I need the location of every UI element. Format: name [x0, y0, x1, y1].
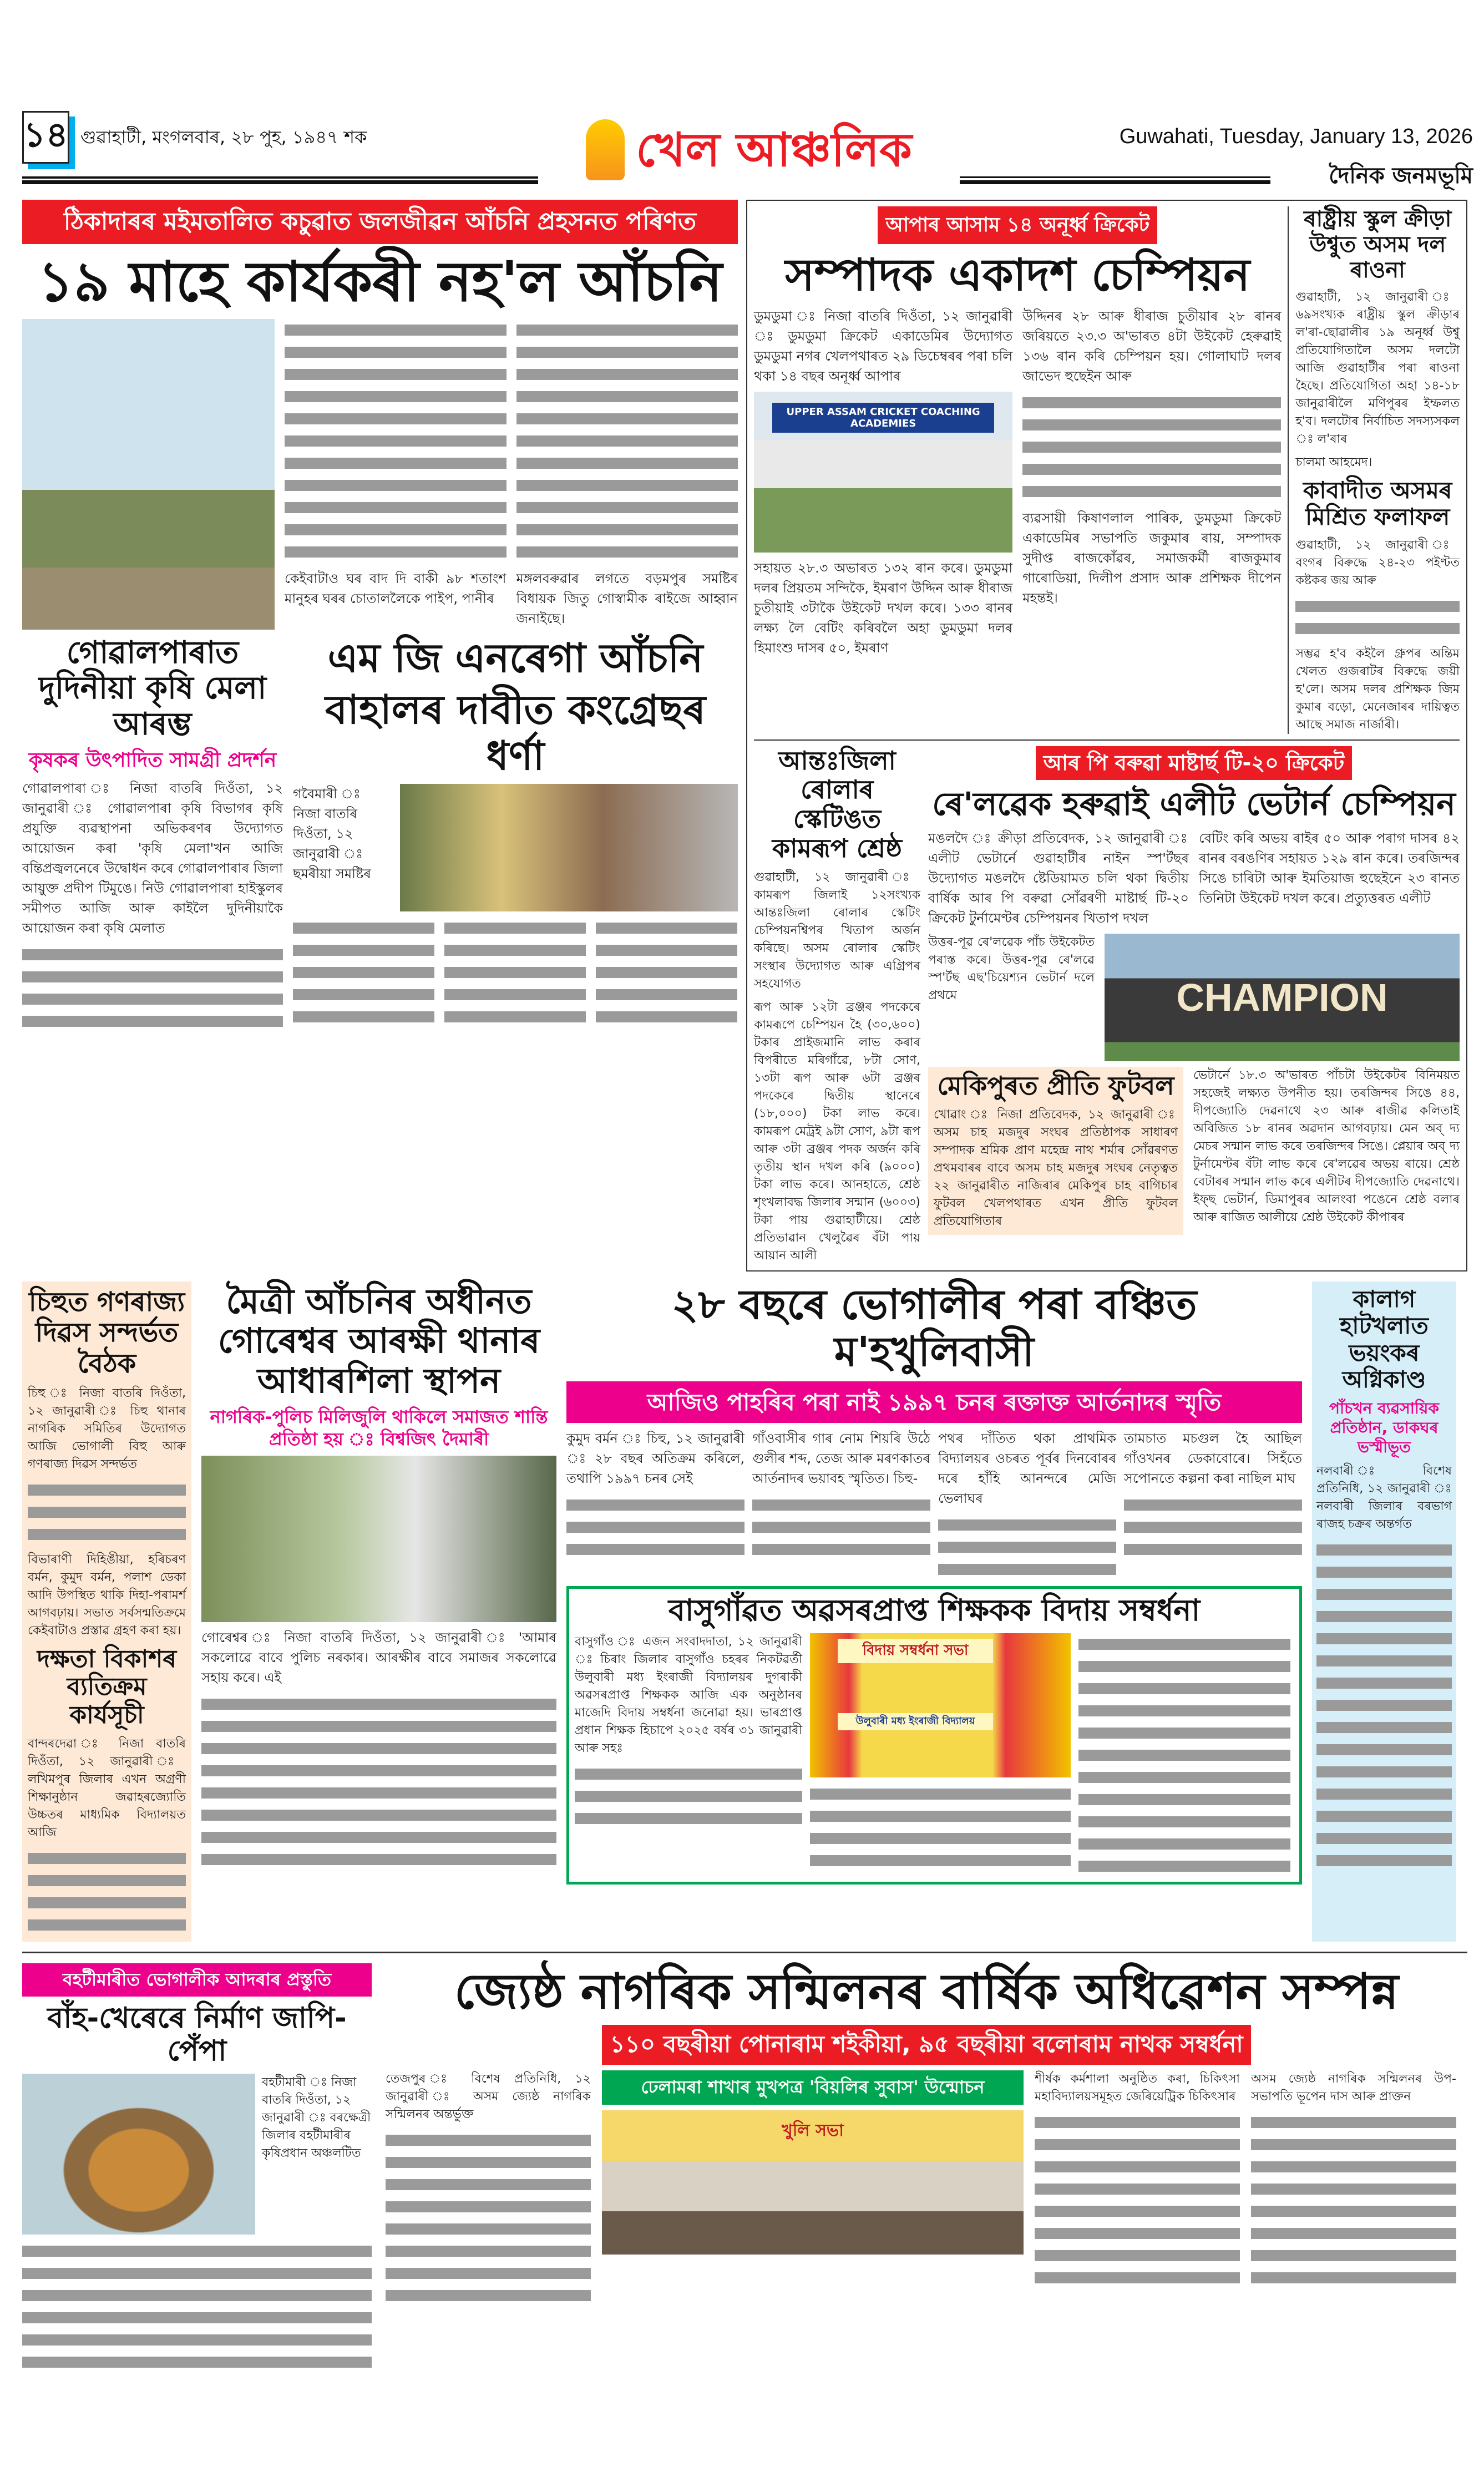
kalag-box [1312, 1281, 1456, 1941]
left-column [22, 200, 738, 1032]
article-text: কেইবাটাও ঘৰ বাদ দি বাকী ৯৮ শতাংশ মানুহৰ ঘৰৰ চোতাললৈকে পাইপ, পানীৰ [285, 571, 507, 606]
mgnrega-body [293, 784, 738, 911]
article-text [201, 1693, 556, 1871]
article-text [566, 1494, 744, 1561]
article-text: সম্ভৱ হ'ব কইলৈ গ্ৰুপৰ অন্তিম খেলত গুজৰাটৰ বিৰুদ্ধে জয়ী হ'লে। অসম দলৰ প্ৰশিক্ষক জিম কুমাৰ বড়ো, মেনেজাৰৰ দায়িত্বত আছে সমাজ নাৰ্জাৰী। [1295, 646, 1460, 732]
water-tower-photo [22, 319, 275, 630]
article-text: তেজপুৰ ঃ বিশেষ প্ৰতিনিধি, ১২ জানুৱাৰী ঃ অসম জ্যেষ্ঠ নাগৰিক সন্মিলনৰ অন্তৰ্ভুক্ত [386, 2071, 591, 2121]
kicker-wrap [754, 206, 1281, 244]
headline: গোৱালপাৰাত দুদিনীয়া কৃষি মেলা আৰম্ভ [38, 635, 267, 742]
kicker-wrap [928, 746, 1460, 781]
article-text: গুৱাহাটী, ১২ জানুৱাৰী ঃ ৬৯সংখ্যক ৰাষ্ট্ৰীয় স্কুল ক্ৰীড়াৰ ল'ৰা-ছোৱালীৰ ১৯ অনূৰ্ধ্ব উশ্বু প্ৰতিযোগিতালৈ অসম দলটো আজি গুৱাহাটীৰ পৰা ৰাওনা হৈছে। প্ৰতিযোগিতা অহা ১৪-১৮ জানুৱাৰীলৈ মণিপুৰৰ ইম্ফলত হ'ব। দলটোৰ নিৰ্বাচিত সদস্যসকল ঃ ল'ৰাৰ [1295, 290, 1460, 446]
kicker-wrap [386, 2025, 1467, 2065]
subhead: নাগৰিক-পুলিচ মিলিজুলি থাকিলে সমাজত শান্তি প্ৰতিষ্ঠা হয় ঃ বিশ্বজিৎ দৈমাৰী [210, 1406, 548, 1450]
krishi-mela-article [22, 635, 283, 1032]
article-text: মঙ্গলবৰুৱাৰ লগতে বড়মপুৰ সমষ্টিৰ বিধায়ক জিতু গোস্বামীক ৰাইজে আহ্বান জনাইছে। [516, 571, 738, 626]
text-column [516, 319, 738, 629]
photo-column [602, 2070, 1024, 2255]
headline: এম জি এনৰেগা আঁচনি [327, 635, 703, 681]
section-divider [754, 739, 1460, 741]
article-text: শীৰ্ষক কৰ্মশালা অনুষ্ঠিত কৰা, চিকিৎসা মহাবিদ্যালয়সমূহত জেৰিয়েট্ৰিক চিকিৎসাৰ [1035, 2071, 1240, 2104]
text-column [1022, 306, 1281, 608]
article-text [386, 2129, 591, 2307]
article-text: বহটীমাৰী ঃ নিজা বাতৰি দিওঁতা, ১২ জানুৱাৰী ঃ বৰক্ষেত্ৰী জিলাৰ বহটীমাৰীৰ কৃষিপ্ৰধান অঞ্চলটিত [262, 2075, 371, 2161]
headline: বাহালৰ দাবীত কংগ্ৰেছৰ ধৰ্ণা [325, 686, 706, 779]
headline: ২৮ বছৰে ভোগালীৰ পৰা বঞ্চিত ম'হখুলিবাসী [671, 1281, 1197, 1376]
mgnrega-columns [293, 917, 738, 1028]
section-logo-text: খেল আঞ্চলিক [636, 122, 912, 177]
article-text: বাসুগাঁও ঃ এজন সংবাদদাতা, ১২ জানুৱাৰী ঃ চিৰাং জিলাৰ বাসুগাঁও চহৰৰ নিকটৱৰ্তী উলুবাৰী মধ্য ইংৰাজী বিদ্যালয়ৰ দুগৰাকী অৱসৰপ্ৰাপ্ত শিক্ষকক আজি এক অনুষ্ঠানৰ মাজেদি বিদায় সম্বৰ্ধনা জনোৱা হয়। ভাৰপ্ৰাপ্ত প্ৰধান শিক্ষক হিচাপে ২০২৫ বৰ্ষৰ ৩১ জানুৱাৰী আৰু সহঃ [575, 1635, 802, 1756]
text-column [1035, 2070, 1240, 2289]
article-text: চালমা আহমেদ। [1295, 455, 1372, 469]
sports-top [754, 206, 1460, 734]
champion-banner-text: CHAMPION [1176, 975, 1388, 1019]
cricket-team-photo [754, 392, 1012, 553]
article-text [22, 944, 283, 1032]
headline: ৰাষ্ট্ৰীয় স্কুল ক্ৰীড়া উশ্বুত অসম দল ৰাওনা [1304, 206, 1452, 283]
maitri-article [201, 1281, 556, 1871]
text-column [566, 1428, 744, 1561]
meeting-photo [602, 2110, 1024, 2255]
article-text: ডুমডুমা ঃ নিজা বাতৰি দিওঁতা, ১২ জানুৱাৰী ঃ ডুমডুমা ক্ৰিকেট একাডেমিৰ উদ্যোগত ডুমডুমা নগৰ খেলপথাৰত ২৯ ডিচেম্বৰৰ পৰা চলি থকা ১৪ বছৰ অনূৰ্ধ্ব আপাৰ [754, 308, 1013, 384]
header-rule [960, 176, 1270, 184]
headline: দক্ষতা বিকাশৰ ব্যতিক্ৰম কাৰ্যসূচী [37, 1644, 177, 1729]
bahtimari-article [22, 1963, 372, 2374]
article-text: চিহু ঃ নিজা বাতৰি দিওঁতা, ১২ জানুৱাৰী ঃ চিহু থানাৰ নাগৰিক সমিতিৰ উদ্যোগত আজি ভোগালী বিহু আৰু গণৰাজ্য দিৱস সন্দৰ্ভত [28, 1386, 186, 1471]
roller-skating-article [754, 746, 920, 1265]
article-text [1022, 392, 1281, 503]
runner-icon [586, 119, 625, 180]
foundation-stone-photo [201, 1456, 556, 1622]
article-text: ভেটাৰ্নে ১৮.৩ অ'ভাৰত পাঁচটা উইকেটৰ বিনিময়ত সহজেই লক্ষ্যত উপনীত হয়। তৰজিন্দৰ সিঙে ৪৪, দীপজ্যোতি দেৱনাথে ২৩ আৰু ৰাজীৱ কলিতাই অবিজিত ১৮ ৰানৰ অৱদান আগবঢ়ায়। মেন অব্ দ্য মেচৰ সন্মান লাভ কৰে তৰজিন্দৰ সিঙে। প্লেয়াৰ অব্ দ্য টুৰ্নামেণ্টৰ বঁটা লাভ কৰে ৰে'লৱেৰ অভয় ৰায়ে। শ্ৰেষ্ঠ বেটাৰৰ সন্মান লাভ কৰে এলীটৰ দীপজ্যোতি দেৱনাথে। ইফ্ছ ভেটাৰ্ন, ডিমাপুৰৰ আলংবা পঙেনে শ্ৰেষ্ঠ বলাৰ আৰু ৰাজিত আলীয়ে শ্ৰেষ্ঠ উইকেট কীপাৰৰ [1193, 1068, 1460, 1224]
article-text: নলবাৰী ঃ বিশেষ প্ৰতিনিধি, ১২ জানুৱাৰী ঃ নলবাৰী জিলাৰ বৰভাগ ৰাজহ চক্ৰৰ অন্তৰ্গত [1316, 1464, 1452, 1532]
article-text: উত্তৰ-পূৱ ৰে'লৱেক পাঁচ উইকেটত পৰাস্ত কৰে। উত্তৰ-পূৱ ৰে'লৱে স্প'ৰ্টছ এছ'চিয়েশ্যন ভেটাৰ্ন দলে প্ৰথমে [928, 935, 1095, 1002]
date-assamese: গুৱাহাটী, মংগলবাৰ, ২৮ পুহ, ১৯৪৭ শক [80, 126, 367, 148]
text-column [575, 1633, 802, 1830]
text-column [752, 1428, 930, 1561]
article-text: গাঁওবাসীৰ গাৰ নোম শিয়ৰি উঠে গুলীৰ শব্দ, তেজ আৰু মৰণকাতৰ আৰ্তনাদৰ ভয়াবহ স্মৃতিত। চিহু- [752, 1431, 930, 1487]
headline: চিহুত গণৰাজ্য দিৱস সন্দৰ্ভত বৈঠক [28, 1286, 185, 1379]
kicker-banner: ঠিকাদাৰৰ মইমতালিত কচুৱাত জলজীৱন আঁচনি প্ৰহসনত পৰিণত [22, 200, 738, 244]
article-text: গোৱালপাৰা ঃ নিজা বাতৰি দিওঁতা, ১২ জানুৱাৰী ঃ গোৱালপাৰা কৃষি বিভাগৰ কৃষি প্ৰযুক্তি ব্যৱস্থাপনা অভিকৰণৰ উদ্যোগত আয়োজন কৰা 'কৃষি মেলা'খন আজি বন্তিপ্ৰজ্বলনেৰে উদ্বোধন কৰে গোৱালপাৰাৰ জিলা আয়ুক্ত প্ৰদীপ টিমুঙে। নিউ গোৱালপাৰা হাইস্কুলৰ সমীপত আজি আৰু কাইলৈ দুদিনীয়াকৈ আয়োজন কৰা কৃষি মেলাত [22, 781, 283, 936]
article-text [22, 2240, 372, 2373]
article-text: অসম জ্যেষ্ঠ নাগৰিক সন্মিলনৰ উপ-সভাপতি ভূপেন দাস আৰু প্ৰাক্তন [1251, 2071, 1456, 2104]
text-column [1251, 2070, 1456, 2289]
article-text [596, 917, 737, 1028]
headline: মেকিপুৰত প্ৰীতি ফুটবল [937, 1070, 1174, 1101]
headline: কালাগ হাটখলাত ভয়ংকৰ অগ্নিকাণ্ড [1340, 1285, 1429, 1394]
subhead-banner: ঢেলামৰা শাখাৰ মুখপত্ৰ 'বিয়লিৰ সুবাস' উন্মোচন [602, 2070, 1024, 2105]
top-section [22, 200, 1467, 1272]
headline: ৰে'লৱেক হৰুৱাই এলীট ভেটাৰ্ন চেম্পিয়ন [932, 785, 1456, 823]
sports-bottom [754, 746, 1460, 1265]
article-text [293, 917, 434, 1028]
headline: ১৯ মাহে কাৰ্যকৰী নহ'ল আঁচনি [38, 249, 722, 314]
article-text [28, 1479, 186, 1546]
makipur-box [928, 1067, 1183, 1235]
photo-school: উলুবাৰী মধ্য ইংৰাজী বিদ্যালয় [838, 1713, 993, 1730]
article-text [752, 1494, 930, 1561]
text-column [754, 306, 1012, 658]
text-column [285, 319, 507, 609]
senior-citizens-article [386, 1963, 1467, 2307]
article-text: গবৈমাৰী ঃ নিজা বাতৰি দিওঁতা, ১২ জানুৱাৰী ঃ ছমৰীয়া সমষ্টিৰ [293, 786, 371, 882]
kicker-banner: বহটীমাৰীত ভোগালীক আদৰাৰ প্ৰস্তুতি [22, 1963, 372, 1997]
article-text: মঙলদৈ ঃ ক্ৰীড়া প্ৰতিবেদক, ১২ জানুৱাৰী ঃ এলীট ভেটাৰ্নে গুৱাহাটীৰ নাইন স্প'ৰ্টছৰ উদ্যোগত মঙলদৈ ষ্টেডিয়ামত চলি থকা দ্বিতীয় বাৰ্ষিক আৰ পি বৰুৱা সোঁৱৰণী মাষ্টাৰ্ছ টি-২০ ক্ৰিকেট টুৰ্নামেণ্টৰ চেম্পিয়নৰ খিতাপ দখল [928, 830, 1189, 926]
article-text: ব্যৱসায়ী কিষাণলাল পাৰিক, ডুমডুমা ক্ৰিকেট একাডেমিৰ সভাপতি জকুমাৰ ৰায়, সম্পাদক সুদীপ্ত ৰাজকোঁৱৰ, সমাজকৰ্মী ৰাজকুমাৰ গাৰোডিয়া, দিলীপ প্ৰসাদ আৰু প্ৰশিক্ষক দীপেন মহন্তই। [1022, 510, 1282, 606]
article-text: গুৱাহাটী, ১২ জানুৱাৰী ঃ কামৰূপ জিলাই ১২সংখ্যক আন্তঃজিলা ৰোলাৰ স্কেটিং চেম্পিয়নশ্বিপৰ খিতাপ অৰ্জন কৰিছে। অসম ৰোলাৰ স্কেটিং সংস্থাৰ উদ্যোগত আৰু এগ্ৰিপৰ সহযোগত [754, 870, 920, 991]
section-divider [22, 1952, 1467, 1953]
article-text: বান্দৰদেৱা ঃ নিজা বাতৰি দিওঁতা, ১২ জানুৱাৰী ঃ লখিমপুৰ জিলাৰ এখন অগ্ৰণী শিক্ষানুষ্ঠান জৱাহৰজ্যোতি উচ্চতৰ মাধ্যমিক বিদ্যালয়ত আজি [28, 1736, 186, 1840]
lower-left [22, 635, 738, 1032]
article-text: তামচাত মচগুল হৈ আছিল গাঁওখনৰ ডেকাবোৰে। সিহঁতে সপোনতে কল্পনা কৰা নাছিল মাঘ [1124, 1431, 1302, 1487]
champion-team-photo [1105, 934, 1460, 1061]
article-text [810, 1783, 1071, 1872]
headline: বাসুগাঁৱত অৱসৰপ্ৰাপ্ত শিক্ষকক বিদায় সম্বৰ্ধনা [668, 1593, 1201, 1628]
senior-body [386, 2070, 1467, 2307]
article-text: উদ্দিনৰ ২৮ আৰু ধীৰাজ চুতীয়াৰ ২৮ ৰানৰ জৰিয়তে ২৩.৩ অ'ভাৰত ৪টা উইকেট হেৰুৱাই ১৩৬ ৰান কৰি চেম্পিয়ন হয়। গোলাঘাট দলৰ জাভেদ হুছেইন আৰু [1022, 308, 1282, 384]
photo-banner: খুলি সভা [782, 2120, 844, 2140]
article-text [1078, 1633, 1290, 1877]
kicker-banner: আপাৰ আসাম ১৪ অনূৰ্ধ্ব ক্ৰিকেট [878, 206, 1157, 244]
rp-barua-body [928, 828, 1460, 928]
article-text: সহায়ত ২৮.৩ অভাৰত ১৩২ ৰান কৰে। ডুমডুমা দলৰ প্ৰিয়তম সন্দিকৈ, ইমৰাণ উদ্দিন আৰু ধীৰাজ চুতীয়াই ৩টাকৈ উইকেট দখল কৰে। ১৩৩ ৰানৰ লক্ষ্য লৈ বেটিং কৰিবলৈ অহা ডুমডুমা দলৰ হিমাংশু দাসৰ ৫০, ইমৰাণ [754, 560, 1013, 656]
photo-column [810, 1633, 1071, 1872]
farewell-photo [810, 1633, 1071, 1777]
article-text [516, 319, 738, 563]
headline: বাঁহ-খেৰেৰে নিৰ্মাণ জাপি-পেঁপা [47, 2001, 347, 2068]
article-text [1316, 1539, 1452, 1872]
middle-section [22, 1281, 1467, 1941]
mohkhuli-body [566, 1428, 1302, 1580]
article-text: পথৰ দাঁতিত থকা প্ৰাথমিক বিদ্যালয়ৰ ওচৰত পূৰ্বৰ দিনবোৰৰ দৰে হাঁহি আনন্দৰে মেজি ভেলাঘৰ [938, 1431, 1116, 1507]
article-text: বেটিং কৰি অভয় ৰাইৰ ৫০ আৰু পৰাগ দাসৰ ৪২ ৰানৰ বৰঙণিৰ সহায়ত ১২৯ ৰান কৰে। তৰজিন্দৰ সিঙে চাৰিটা আৰু ইমতিয়াজ হুছেইনে ২৩ ৰানত তিনিটা উইকেট দখল কৰে। প্ৰত্যুত্তৰত এলীট [1199, 830, 1460, 906]
article-text [1035, 2111, 1240, 2289]
headline: কাবাদীত অসমৰ মিশ্ৰিত ফলাফল [1303, 477, 1452, 531]
sports-box [746, 200, 1467, 1272]
article-text [1251, 2111, 1456, 2289]
column-divider [1288, 206, 1289, 734]
subhead: পাঁচখন ব্যৱসায়িক প্ৰতিষ্ঠান, ডাকঘৰ ভস্মীভূত [1329, 1399, 1439, 1457]
header-rule [22, 176, 538, 184]
article-text [1124, 1494, 1302, 1561]
article-text [575, 1763, 802, 1830]
section-logo [544, 108, 954, 191]
article-text [285, 319, 507, 563]
article-text [1295, 595, 1460, 640]
headline: মৈত্ৰী আঁচনিৰ অধীনত গোৰেশ্বৰ আৰক্ষী থানাৰ আধাৰশিলা স্থাপন [217, 1281, 540, 1401]
rp-barua-photo-row [928, 934, 1460, 1061]
mgnrega-article [293, 635, 738, 1028]
page-number: ১৪ [22, 111, 69, 164]
photo-banner: UPPER ASSAM CRICKET COACHING ACADEMIES [772, 403, 994, 433]
paper-name: দৈনিক জনমভূমি [1329, 163, 1473, 189]
article-text [28, 1847, 186, 1936]
narrow-column [1295, 206, 1460, 734]
headline: আন্তঃজিলা ৰোলাৰ স্কেটিঙত কামৰূপ শ্ৰেষ্ঠ [772, 745, 903, 864]
text-column [1124, 1428, 1302, 1561]
dharna-photo [400, 784, 738, 911]
jal-jeevan-body [22, 319, 738, 630]
text-column [386, 2070, 591, 2307]
article-text: ৰূপ আৰু ১২টা ব্ৰঞ্জৰ পদকেৰে কামৰূপে চেম্পিয়ন হৈ (৩০,৬০০) টকাৰ প্ৰাইজমানি লাভ কৰাৰ বিপৰীতে মৰিগাঁৱে, ৮টা সোণ, ১৩টা ৰূপ আৰু ৬টা ব্ৰঞ্জৰ পদকেৰে দ্বিতীয় স্থানেৰে (১৮,০০০) টকা লাভ কৰে। কামৰূপ মেট্ৰই ৯টা সোণ, ৯টা ৰূপ আৰু ৩টা ব্ৰঞ্জৰ পদক অৰ্জন কৰি তৃতীয় স্থান দখল কৰি (৯০০০) টকা লাভ কৰে। আনহাতে, শ্ৰেষ্ঠ শৃংখলাবদ্ধ জিলাৰ সন্মান (৬০০৩) টকা পায় গুৱাহাটীয়ে। শ্ৰেষ্ঠ প্ৰতিভাৱান খেলুৱৈৰ বঁটা পায় আয়ান আলী [754, 1000, 920, 1263]
text-column [938, 1428, 1116, 1580]
article-text [938, 1514, 1116, 1580]
chihu-box [22, 1281, 191, 1941]
photo-banner: বিদায় সম্বৰ্ধনা সভা [838, 1639, 993, 1663]
article-text: বিভাৰাণী দিহিঙীয়া, হৰিচৰণ বৰ্মন, কুমুদ বৰ্মন, পলাশ ডেকা আদি উপস্থিত থাকি দিহা-পৰামৰ্শ আগবঢ়ায়। সভাত সৰ্বসন্মতিক্ৰমে কেইবাটাও প্ৰস্তাৱ গ্ৰহণ কৰা হয়। [28, 1552, 186, 1638]
mohkhuli-column [566, 1281, 1302, 1885]
basugaon-box [566, 1586, 1302, 1885]
article-text [444, 917, 586, 1028]
page-content [22, 200, 1467, 2373]
rp-barua-lower [928, 1067, 1460, 1235]
date-english: Guwahati, Tuesday, January 13, 2026 [1119, 125, 1473, 148]
upper-assam-article [754, 206, 1281, 658]
kicker-banner: ১১০ বছৰীয়া পোনাৰাম শইকীয়া, ৯৫ বছৰীয়া বলোৰাম নাথক সম্বৰ্ধনা [602, 2025, 1250, 2065]
article-text: কুমুদ বৰ্মন ঃ চিহু, ১২ জানুৱাৰী ঃ ২৮ বছৰ অতিক্ৰম কৰিলে, তথাপি ১৯৯৭ চনৰ সেই [566, 1431, 744, 1487]
headline: জ্যেষ্ঠ নাগৰিক সন্মিলনৰ বাৰ্ষিক অধিৱেশন সম্পন্ন [454, 1962, 1399, 2020]
upper-assam-body [754, 306, 1281, 658]
article-text: গুৱাহাটী, ১২ জানুৱাৰী ঃ বংগৰ বিৰুদ্ধে ২৪-২৩ পইণ্টত কষ্টকৰ জয় আৰু [1295, 538, 1460, 587]
bahtimari-body [22, 2074, 372, 2235]
kicker-banner: আৰ পি বৰুৱা মাষ্টাৰ্ছ টি-২০ ক্ৰিকেট [1036, 746, 1352, 781]
article-text: খোৱাং ঃ নিজা প্ৰতিবেদক, ১২ জানুৱাৰী ঃ অসম চাহ মজদুৰ সংঘৰ প্ৰতিষ্ঠাপক সাধাৰণ সম্পাদক শ্ৰমিক প্ৰাণ মহেন্দ্ৰ নাথ শৰ্মাৰ সোঁৱৰণত প্ৰথমবাৰৰ বাবে অসম চাহ মজদুৰ সংঘৰ নেতৃত্বত ২২ জানুৱাৰীত নাজিৰাৰ মেকিপুৰ চাহ বাগিচাৰ ফুটবল খেলপথাৰত এখন প্ৰীতি ফুটবল প্ৰতিযোগিতাৰ [934, 1107, 1178, 1228]
headline: সম্পাদক একাদশ চেম্পিয়ন [785, 249, 1250, 301]
bamboo-structure-photo [22, 2074, 255, 2235]
subhead: কৃষকৰ উৎপাদিত সামগ্ৰী প্ৰদৰ্শন [28, 749, 277, 772]
article-text: গোৰেশ্বৰ ঃ নিজা বাতৰি দিওঁতা, ১২ জানুৱাৰী ঃ 'আমাৰ সকলোৱে বাবে পুলিচ নৰকাৰ। আৰক্ষীৰ বাবে সমাজৰ সকলোৱে সহায় কৰে। এই [201, 1630, 556, 1686]
bottom-section [22, 1963, 1467, 2374]
basugaon-body [575, 1633, 1294, 1877]
rp-barua-article [928, 746, 1460, 1235]
subhead-banner: আজিও পাহৰিব পৰা নাই ১৯৯৭ চনৰ ৰক্তাক্ত আৰ্তনাদৰ স্মৃতি [566, 1381, 1302, 1423]
